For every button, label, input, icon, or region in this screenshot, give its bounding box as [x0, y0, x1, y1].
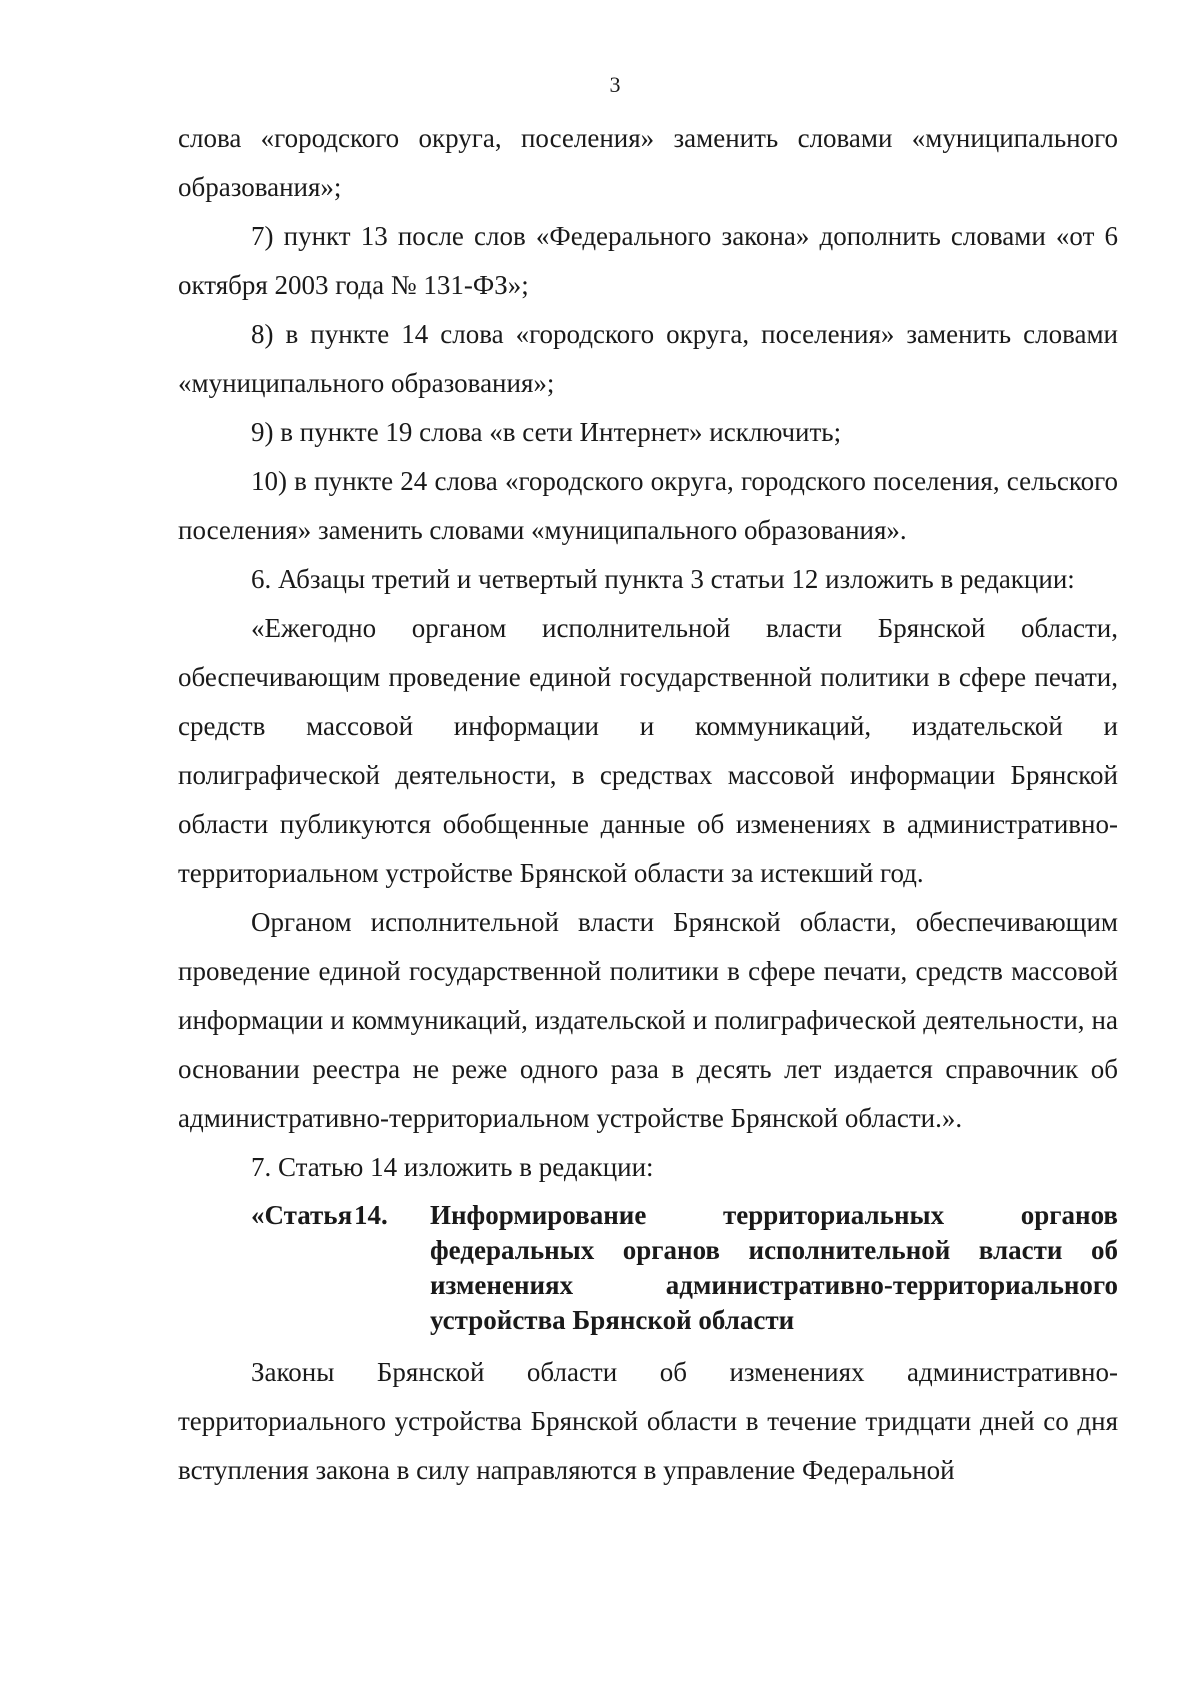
- document-body: [178, 114, 1118, 1495]
- paragraph: 7) пункт 13 после слов «Федерального закона» дополнить словами «от 6 октября 2003 года № 131-ФЗ»;: [178, 221, 1118, 300]
- paragraph: 8) в пункте 14 слова «городского округа, поселения» заменить словами «муниципального образования»;: [178, 319, 1118, 398]
- article-number: 14.: [354, 1200, 388, 1230]
- article-lead: «Статья: [251, 1200, 353, 1230]
- article-title: Информирование территориальных органов федеральных органов исполнительной власти об изменениях административно-территориального устройства Брянской области: [430, 1200, 1118, 1335]
- paragraphs-before: [178, 114, 1118, 1192]
- page-number: 3: [609, 72, 621, 97]
- paragraph: Законы Брянской области об изменениях административно-территориального устройства Брянской области в течение тридцати дней со дня вступления закона в силу направляются в управление Федеральной: [178, 1357, 1118, 1485]
- paragraph: 9) в пункте 19 слова «в сети Интернет» исключить;: [251, 417, 842, 447]
- article-heading: [178, 1198, 1118, 1338]
- paragraph: Органом исполнительной власти Брянской области, обеспечивающим проведение единой государственной политики в сфере печати, средств массовой информации и коммуникаций, издательской и полиграфической деятельности, на основании реестра не реже одного раза в десять лет издается справочник об административно-территориальном устройстве Брянской области.».: [178, 907, 1118, 1133]
- paragraphs-after: [178, 1348, 1118, 1495]
- paragraph: 10) в пункте 24 слова «городского округа, городского поселения, сельского поселения» заменить словами «муниципального образования».: [178, 466, 1118, 545]
- paragraph: слова «городского округа, поселения» заменить словами «муниципального образования»;: [178, 123, 1118, 202]
- paragraph: 7. Статью 14 изложить в редакции:: [251, 1152, 654, 1182]
- paragraph: 6. Абзацы третий и четвертый пункта 3 статьи 12 изложить в редакции:: [251, 564, 1075, 594]
- paragraph: «Ежегодно органом исполнительной власти Брянской области, обеспечивающим проведение единой государственной политики в сфере печати, средств массовой информации и коммуникаций, издательской и полиграфической деятельности, в средствах массовой информации Брянской области публикуются обобщенные данные об изменениях в административно-территориальном устройстве Брянской области за истекший год.: [178, 613, 1118, 888]
